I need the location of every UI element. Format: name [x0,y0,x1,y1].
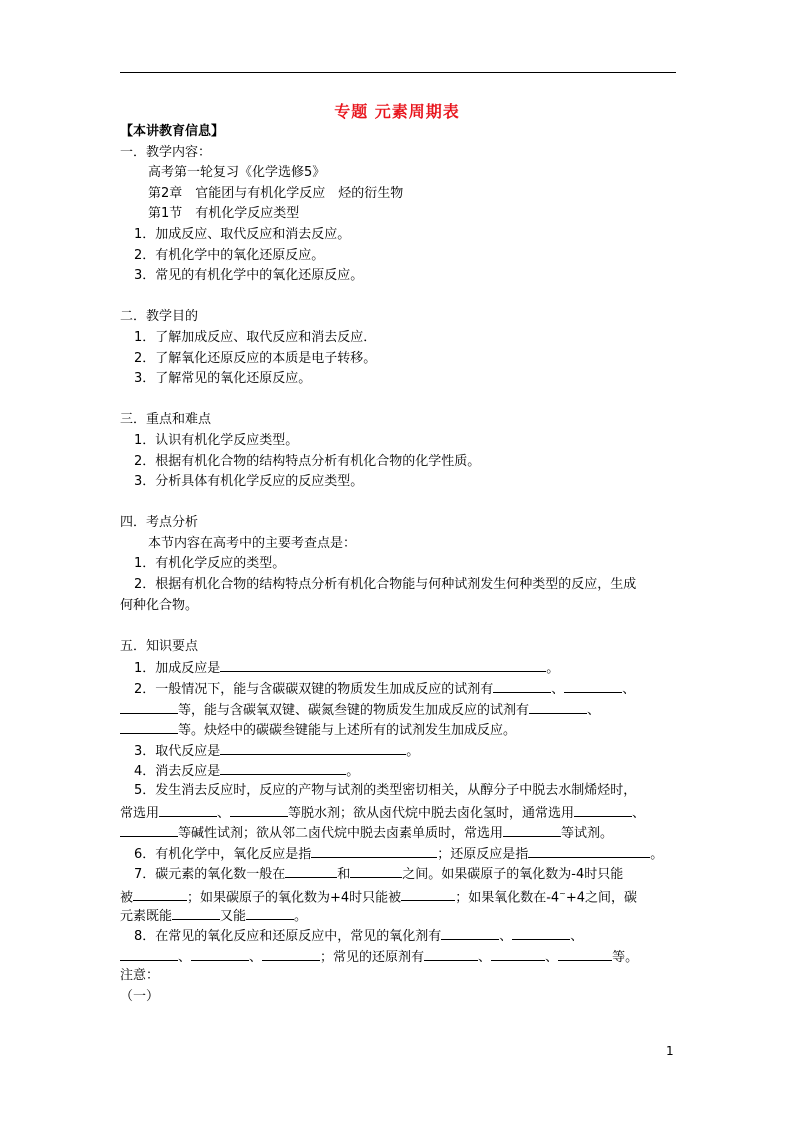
fill-blank[interactable] [220,760,346,775]
fill-blank[interactable] [424,946,478,961]
section-2-heading: 二．教学目的 [120,309,199,325]
fill-blank[interactable] [191,946,249,961]
fill-blank[interactable] [133,886,187,901]
fill-blank[interactable] [503,822,561,837]
fill-blank[interactable] [285,863,337,878]
fill-blank[interactable] [401,886,455,901]
section-line: 第1节 有机化学反应类型 [148,206,300,222]
knowledge-item-5: 5．发生消去反应时，反应的产物与试剂的类型密切相关，从醇分子中脱去水制烯烃时， [134,783,637,798]
note-subheading: （一） [120,988,160,1004]
fill-blank[interactable] [512,925,570,940]
section-1-heading: 一．教学内容： [120,144,212,160]
list-item: 3．分析具体有机化学反应的反应类型。 [134,474,364,490]
document-title: 专题 元素周期表 [334,102,460,121]
list-item: 3．常见的有机化学中的氧化还原反应。 [134,268,364,284]
fill-blank[interactable] [529,699,587,714]
section-5-heading: 五．知识要点 [120,638,199,654]
list-item: 1．加成反应、取代反应和消去反应。 [134,226,351,242]
fill-blank[interactable] [493,678,551,693]
fill-blank[interactable] [172,905,220,920]
fill-blank[interactable] [120,699,178,714]
list-item: 1．认识有机化学反应类型。 [134,432,299,448]
list-item-continuation: 何种化合物。 [120,597,199,613]
knowledge-item-2-cont: 等，能与含碳氧双键、碳氮叁键的物质发生加成反应的试剂有 、 [120,699,676,720]
fill-blank[interactable] [262,946,320,961]
note-label: 注意： [120,968,160,984]
fill-blank[interactable] [220,657,546,672]
fill-blank[interactable] [159,802,217,817]
knowledge-item-2: 2．一般情况下，能与含碳碳双键的物质发生加成反应的试剂有 、 、 [120,678,676,699]
document-body [120,122,676,1008]
knowledge-item-5-cont: 等碱性试剂；欲从邻二卤代烷中脱去卤素单质时，常选用 等试剂。 [120,822,676,843]
fill-blank[interactable] [491,946,545,961]
knowledge-item-7-cont: 元素既能 又能 。 [120,905,676,926]
section-header: 【本讲教育信息】 [120,124,225,139]
knowledge-item-8: 8．在常见的氧化反应和还原反应中，常见的氧化剂有 、 、 [120,925,676,946]
section-4-heading: 四．考点分析 [120,515,199,531]
page-number: 1 [666,1044,674,1058]
fill-blank[interactable] [120,946,178,961]
fill-blank[interactable] [311,843,437,858]
header-rule [120,72,676,73]
fill-blank[interactable] [574,802,632,817]
fill-blank[interactable] [564,678,622,693]
list-item: 2．根据有机化合物的结构特点分析有机化合物的化学性质。 [134,453,481,469]
list-item: 2．了解氧化还原反应的本质是电子转移。 [134,350,377,366]
knowledge-item-5-cont: 常选用 、 等脱水剂；欲从卤代烷中脱去卤化氢时，通常选用 、 [120,802,676,823]
course-line: 高考第一轮复习《化学选修5》 [148,165,326,181]
fill-blank[interactable] [441,925,499,940]
chapter-line: 第2章 官能团与有机化学反应 烃的衍生物 [148,185,404,201]
list-item: 1．有机化学反应的类型。 [134,556,286,572]
fill-blank[interactable] [220,740,406,755]
knowledge-item-7-cont: 被 ；如果碳原子的氧化数为+4时只能被 ；如果氧化数在-4~+4之间，碳 [120,884,676,905]
knowledge-item-4: 4．消去反应是 。 [120,760,676,781]
fill-blank[interactable] [120,719,178,734]
knowledge-item-7: 7．碳元素的氧化数一般在 和 之间。如果碳原子的氧化数为-4时只能 [120,863,676,884]
knowledge-item-2-cont: 等。炔烃中的碳碳叁键能与上述所有的试剂发生加成反应。 [120,719,676,740]
fill-blank[interactable] [230,802,288,817]
knowledge-item-3: 3．取代反应是 。 [120,740,676,761]
fill-blank[interactable] [350,863,402,878]
fill-blank[interactable] [528,843,650,858]
knowledge-item-8-cont: 、 、 ；常见的还原剂有 、 、 等。 [120,946,676,967]
knowledge-item-1: 1．加成反应是 。 [120,657,676,678]
list-item: 2．根据有机化合物的结构特点分析有机化合物能与何种试剂发生何种类型的反应，生成 [134,577,637,593]
list-item: 3．了解常见的氧化还原反应。 [134,371,312,387]
fill-blank[interactable] [558,946,612,961]
fill-blank[interactable] [246,905,294,920]
list-item: 1．了解加成反应、取代反应和消去反应． [134,329,377,345]
section-3-heading: 三．重点和难点 [120,412,212,428]
exam-intro: 本节内容在高考中的主要考查点是： [148,535,357,551]
knowledge-item-6: 6．有机化学中，氧化反应是指 ；还原反应是指 。 [120,843,676,864]
list-item: 2．有机化学中的氧化还原反应。 [134,247,325,263]
fill-blank[interactable] [120,822,178,837]
